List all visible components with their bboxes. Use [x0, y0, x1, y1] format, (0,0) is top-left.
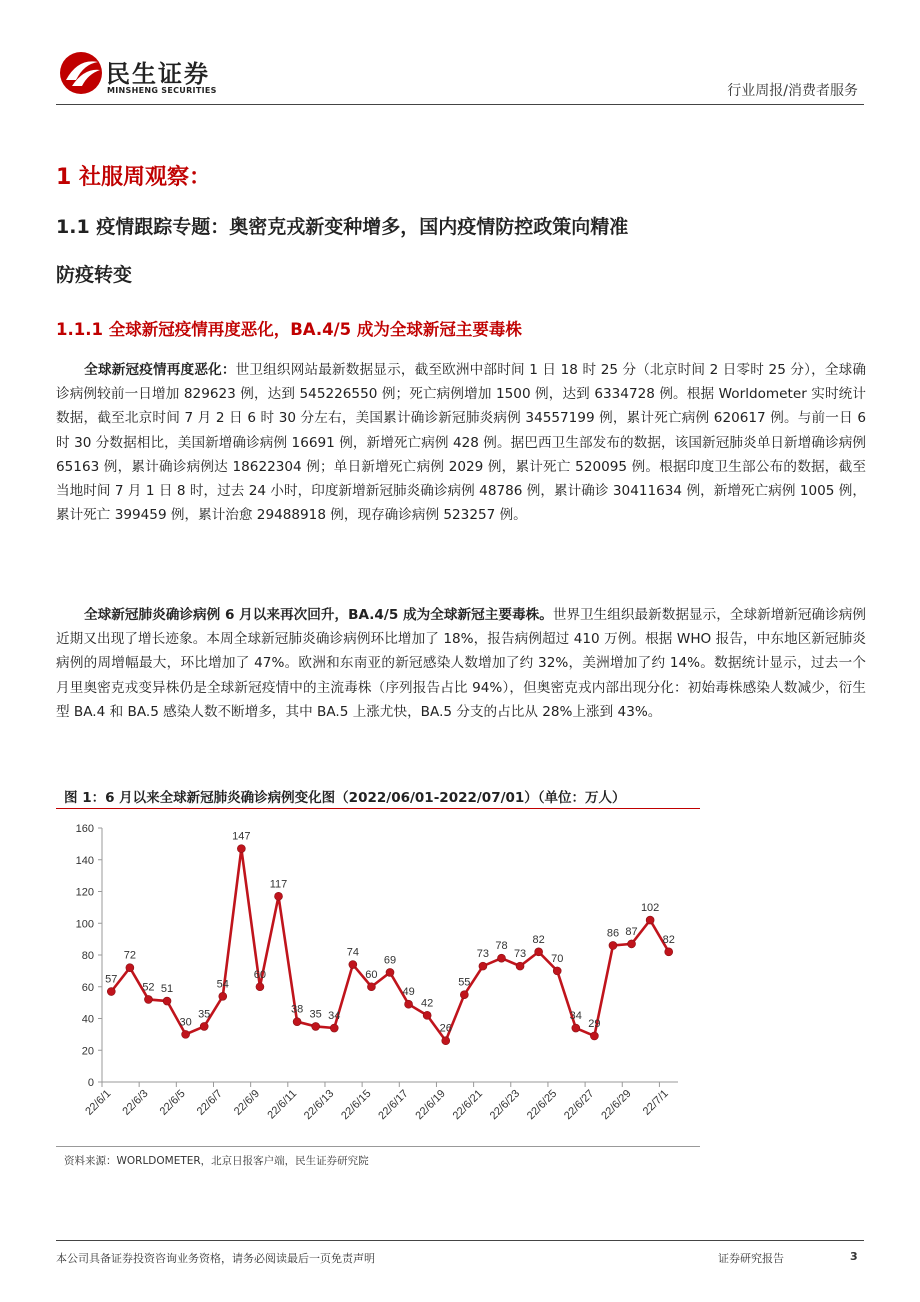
- data-label: 87: [625, 925, 638, 938]
- data-label: 102: [640, 902, 660, 915]
- data-label: 69: [383, 954, 397, 967]
- footer-report-label: 证券研究报告: [718, 1252, 784, 1265]
- x-tick-label: 22/6/29: [599, 1087, 634, 1123]
- data-point: [535, 948, 543, 956]
- paragraph-variant: [56, 603, 866, 724]
- data-point: [460, 991, 468, 999]
- x-tick-label: 22/6/11: [265, 1087, 300, 1122]
- data-label: 35: [198, 1008, 211, 1021]
- paragraph-lead: 全球新冠疫情再度恶化：: [84, 362, 236, 378]
- y-tick-label: 40: [81, 1013, 94, 1026]
- data-label: 55: [458, 976, 471, 989]
- paragraph-text: 世界卫生组织最新数据显示，全球新增新冠确诊病例近期又出现了增长迹象。本周全球新冠肺炎确诊病例环比增加了 18%，报告病例超过 410 万例。根据 WHO 报告，中东地区新冠肺炎病例的周增幅最大，环比增加了 47%。欧洲和东南亚的新冠感染人数增加了约 32%，美洲增加了约 14%。数据统计显示，过去一个月里奥密克戎变异株仍是全球新冠疫情中的主流毒株（序列报告占比 94%），但奥密克戎内部出现分化：初始毒株感染人数减少，衍生型 BA.4 和 BA.5 感染人数不断增多，其中 BA.5 上涨尤快，BA.5 分支的占比从 28%上涨到 43%。: [56, 607, 866, 720]
- data-point: [163, 997, 171, 1005]
- subsubsection-heading: 1.1.1 全球新冠疫情再度恶化，BA.4/5 成为全球新冠主要毒株: [56, 320, 522, 339]
- x-tick-label: 22/6/5: [157, 1087, 188, 1118]
- data-point: [442, 1037, 450, 1045]
- y-tick-label: 120: [75, 886, 94, 899]
- data-point: [572, 1024, 580, 1032]
- y-tick-label: 80: [81, 950, 94, 962]
- data-label: 86: [606, 927, 620, 940]
- data-point: [646, 916, 654, 924]
- data-label: 82: [532, 933, 545, 946]
- data-label: 34: [328, 1010, 341, 1023]
- data-point: [479, 962, 487, 970]
- y-tick-label: 60: [81, 981, 94, 994]
- data-label: 78: [495, 940, 508, 953]
- data-label: 38: [290, 1003, 304, 1016]
- y-tick-label: 100: [75, 918, 94, 931]
- data-label: 73: [513, 948, 527, 961]
- data-point: [126, 964, 134, 972]
- data-label: 42: [421, 997, 434, 1010]
- page-header: [0, 0, 920, 110]
- data-point: [256, 983, 264, 991]
- x-tick-label: 22/7/1: [640, 1087, 671, 1118]
- page-number: 3: [850, 1250, 858, 1263]
- data-label: 54: [216, 978, 229, 991]
- data-label: 73: [476, 948, 490, 961]
- logo-text-en: MINSHENG SECURITIES: [107, 86, 217, 95]
- data-point: [200, 1022, 208, 1030]
- x-tick-label: 22/6/25: [524, 1087, 560, 1123]
- minsheng-logo-icon: [58, 50, 104, 96]
- data-point: [405, 1000, 413, 1008]
- data-label: 34: [569, 1010, 582, 1023]
- data-label: 74: [346, 946, 359, 959]
- paragraph-text: 世卫组织网站最新数据显示，截至欧洲中部时间 1 日 18 时 25 分（北京时间 2 日零时 25 分），全球确诊病例较前一日增加 829623 例，达到 545226550 例；死亡病例增加 1500 例，达到 6334728 例。根据 Worldometer 实时统计数据，截至北京时间 7 月 2 日 6 时 30 分左右，美国累计确诊新冠肺炎病例 34557199 例，累计死亡病例 620617 例。与前一日 6 时 30 分数据相比，美国新增确诊病例 16691 例，新增死亡病例 428 例。据巴西卫生部发布的数据，该国新冠肺炎单日新增确诊病例 65163 例，累计确诊病例达 18622304 例；单日新增死亡病例 2029 例，累计死亡 520095 例。根据印度卫生部公布的数据，截至当地时间 7 月 1 日 8 时，过去 24 小时，印度新增新冠肺炎确诊病例 48786 例，累计确诊 30411634 例，新增死亡病例 1005 例，累计死亡 399459 例，累计治愈 29488918 例，现存确诊病例 523257 例。: [56, 362, 866, 524]
- data-point: [349, 961, 357, 969]
- data-point: [275, 892, 283, 900]
- figure-bottom-divider: [56, 1146, 700, 1147]
- x-tick-label: 22/6/23: [487, 1087, 523, 1123]
- footer-disclaimer: 本公司具备证券投资咨询业务资格，请务必阅读最后一页免责声明: [56, 1252, 375, 1265]
- data-label: 57: [105, 973, 118, 986]
- header-divider: [56, 104, 864, 105]
- figure-source: 资料来源：WORLDOMETER，北京日报客户端，民生证券研究院: [64, 1155, 369, 1167]
- data-point: [219, 992, 227, 1000]
- data-point: [497, 954, 505, 962]
- x-tick-label: 22/6/13: [301, 1087, 337, 1123]
- data-label: 147: [232, 830, 251, 843]
- data-label: 26: [439, 1022, 452, 1035]
- data-point: [553, 967, 561, 975]
- data-point: [144, 995, 152, 1003]
- data-label: 29: [588, 1017, 601, 1030]
- y-tick-label: 160: [75, 823, 94, 835]
- data-point: [386, 968, 394, 976]
- paragraph-global-outbreak: [56, 358, 866, 527]
- data-point: [293, 1018, 301, 1026]
- data-label: 35: [309, 1008, 322, 1021]
- cases-line-chart: [56, 812, 706, 1146]
- paragraph-lead: 全球新冠肺炎确诊病例 6 月以来再次回升，BA.4/5 成为全球新冠主要毒株。: [84, 607, 553, 623]
- x-tick-label: 22/6/19: [413, 1087, 448, 1123]
- data-label: 70: [551, 952, 564, 965]
- data-point: [182, 1030, 190, 1038]
- data-point: [367, 983, 375, 991]
- x-tick-label: 22/6/7: [194, 1087, 225, 1118]
- data-label: 60: [365, 968, 378, 981]
- data-point: [609, 941, 617, 949]
- data-label: 60: [253, 968, 267, 981]
- data-point: [237, 845, 245, 853]
- data-point: [312, 1022, 320, 1030]
- data-point: [628, 940, 636, 948]
- data-point: [590, 1032, 598, 1040]
- data-point: [665, 948, 673, 956]
- footer-divider: [56, 1240, 864, 1241]
- data-point: [423, 1011, 431, 1019]
- data-label: 51: [160, 983, 174, 996]
- figure-title: 图 1：6 月以来全球新冠肺炎确诊病例变化图（2022/06/01-2022/07/01）（单位：万人）: [64, 790, 626, 806]
- data-label: 49: [402, 986, 415, 999]
- figure-title-divider: [56, 808, 700, 809]
- subsection-heading-line1: 1.1 疫情跟踪专题：奥密克戎新变种增多，国内疫情防控政策向精准: [56, 216, 629, 238]
- y-tick-label: 0: [87, 1077, 94, 1089]
- data-label: 52: [142, 981, 155, 994]
- data-label: 72: [123, 949, 136, 962]
- logo-text-cn: 民生证券: [106, 60, 210, 88]
- data-point: [330, 1024, 338, 1032]
- x-tick-label: 22/6/3: [120, 1087, 151, 1118]
- data-label: 117: [269, 878, 288, 891]
- subsection-heading-line2: 防疫转变: [56, 264, 133, 286]
- x-tick-label: 22/6/21: [450, 1087, 486, 1123]
- section-heading: 1 社服周观察：: [56, 165, 211, 190]
- x-tick-label: 22/6/9: [231, 1087, 263, 1118]
- y-tick-label: 20: [81, 1045, 94, 1058]
- data-label: 82: [662, 933, 675, 946]
- x-tick-label: 22/6/15: [339, 1087, 374, 1123]
- y-tick-label: 140: [75, 854, 94, 867]
- data-label: 30: [179, 1016, 192, 1029]
- x-tick-label: 22/6/17: [376, 1087, 411, 1123]
- data-point: [107, 988, 115, 996]
- x-tick-label: 22/6/27: [562, 1087, 597, 1123]
- data-point: [516, 962, 524, 970]
- x-tick-label: 22/6/1: [83, 1087, 114, 1118]
- report-type: 行业周报/消费者服务: [727, 83, 858, 99]
- series-line: [111, 849, 668, 1041]
